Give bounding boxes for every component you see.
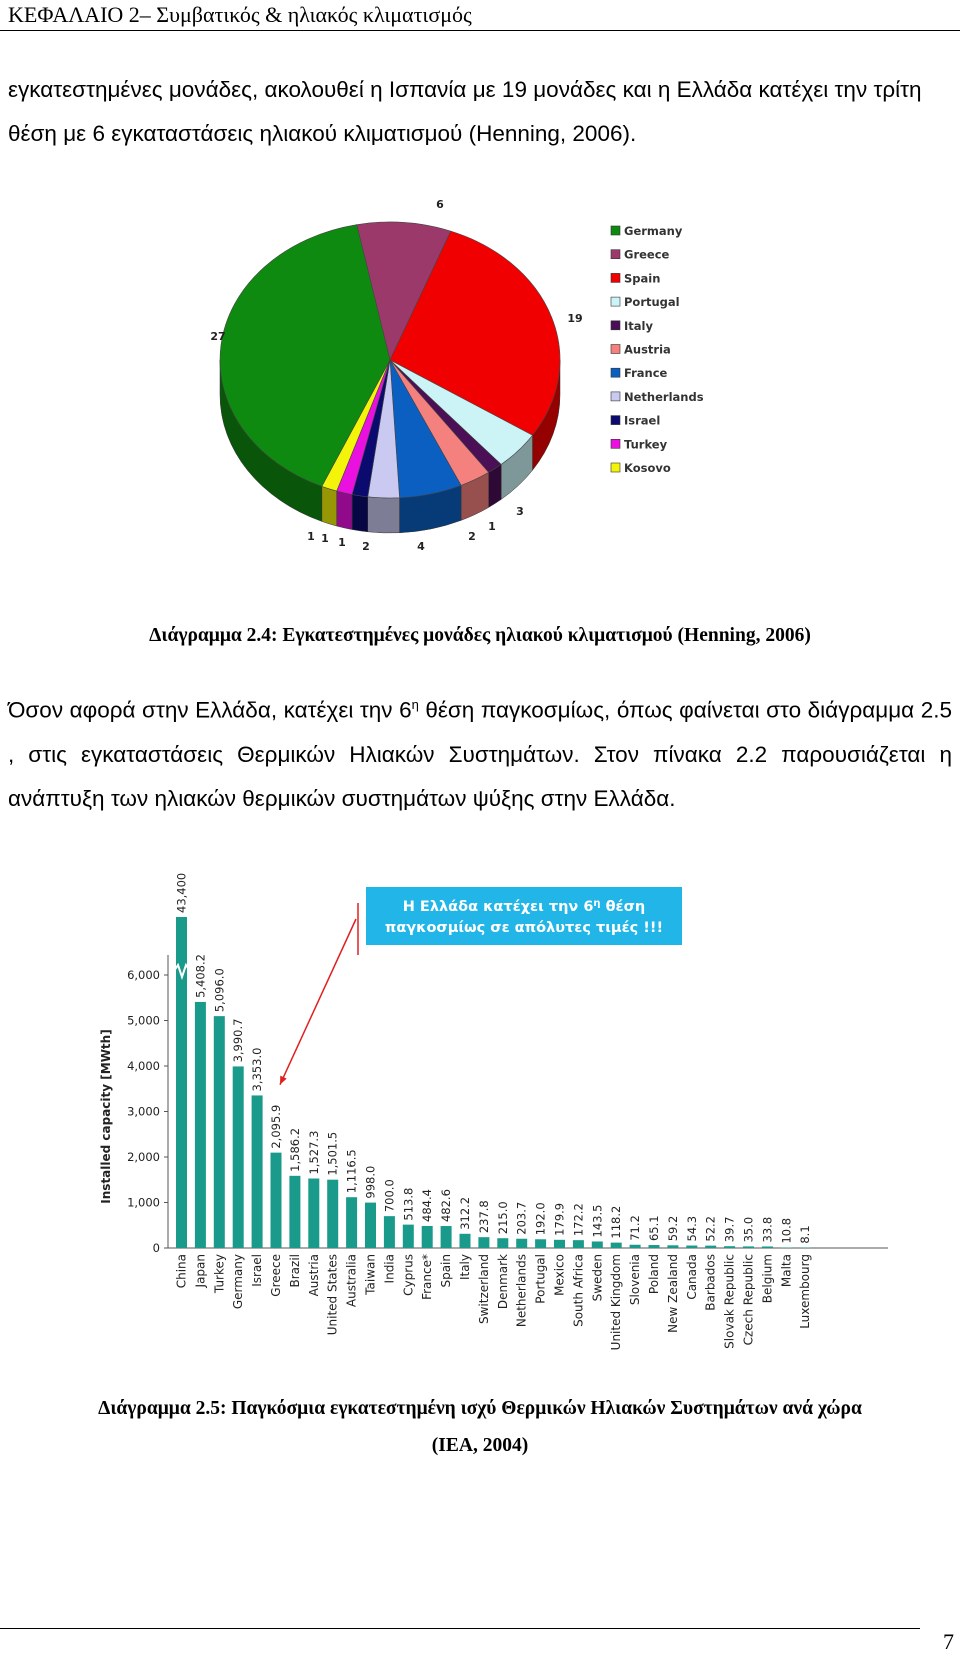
- page-number: 7: [943, 1629, 954, 1654]
- bar-category-label: Japan: [193, 1254, 208, 1288]
- bar-category-label: United States: [325, 1254, 340, 1336]
- bar-denmark: [497, 1238, 508, 1248]
- bar-value-label: 2,095.9: [269, 1104, 283, 1149]
- header-rule: [0, 30, 960, 31]
- legend-swatch-israel: [611, 416, 620, 425]
- pie-value-label-greece: 6: [436, 198, 444, 211]
- bar-italy: [460, 1234, 471, 1248]
- bar-israel: [252, 1095, 263, 1248]
- bar-netherlands: [516, 1239, 527, 1248]
- legend-label-austria: Austria: [624, 342, 671, 357]
- bar-category-label: Spain: [439, 1254, 454, 1288]
- y-tick-label: 0: [152, 1241, 160, 1255]
- legend-swatch-germany: [611, 226, 620, 235]
- legend-label-portugal: Portugal: [624, 295, 680, 310]
- bar-value-label: 33.8: [760, 1216, 775, 1243]
- bar-category-label: Barbados: [703, 1254, 718, 1311]
- bar-new-zealand: [667, 1245, 678, 1248]
- bar-value-label: 513.8: [401, 1187, 416, 1221]
- bar-brazil: [289, 1176, 300, 1248]
- bar-category-label: United Kingdom: [609, 1254, 624, 1351]
- bar-value-label: 143.5: [590, 1204, 605, 1238]
- bar-value-label: 215.0: [495, 1201, 510, 1235]
- bar-value-label: 700.0: [382, 1179, 397, 1213]
- bar-category-label: Australia: [344, 1254, 359, 1308]
- pie-value-label-italy: 1: [488, 520, 496, 533]
- bar-value-label: 3,353.0: [250, 1047, 265, 1092]
- caption-2-4: Διάγραμμα 2.4: Εγκατεστημένες μονάδες ηλιακού κλιματισμού (Henning, 2006): [149, 625, 811, 646]
- legend-label-netherlands: Netherlands: [624, 389, 704, 404]
- pie-value-label-spain: 19: [567, 312, 583, 325]
- paragraph-2-text-b: θέση παγκοσμίως, όπως φαίνεται στο διάγραμμα 2.5 , στις εγκαταστάσεις Θερμικών Ηλιακών Συστημάτων. Στον πίνακα 2.2 παρουσιάζεται η ανάπτυξη των ηλιακών θερμικών συστημάτων ψύξης στην Ελλάδα.: [8, 697, 952, 811]
- pie-wall-netherlands: [368, 497, 400, 533]
- annotation-arrow: [280, 919, 356, 1085]
- pie-value-label-turkey: 1: [321, 532, 329, 545]
- pie-value-label-kosovo: 1: [307, 530, 315, 543]
- bar-value-label: 484.4: [420, 1189, 435, 1222]
- y-tick-label: 5,000: [127, 1013, 160, 1028]
- annotation-box: [366, 887, 682, 945]
- bar-france-: [422, 1226, 433, 1248]
- paragraph-2-sup: η: [411, 697, 419, 712]
- pie-value-label-portugal: 3: [516, 505, 524, 518]
- legend-swatch-portugal: [611, 297, 620, 306]
- legend-swatch-france: [611, 368, 620, 377]
- annotation-line-1: Η Ελλάδα κατέχει την $6^\eta$ θέση: [402, 897, 646, 915]
- bar-category-label: Luxembourg: [798, 1254, 813, 1329]
- legend-swatch-greece: [611, 250, 620, 259]
- bar-category-label: Switzerland: [476, 1254, 491, 1324]
- bar-category-label: New Zealand: [665, 1254, 680, 1333]
- bar-value-label: 482.6: [439, 1189, 454, 1223]
- bar-value-label: 5,408.2: [193, 954, 208, 998]
- bar-united-kingdom: [611, 1243, 622, 1248]
- bar-value-label: 312.2: [458, 1196, 472, 1230]
- bar-category-label: Brazil: [287, 1254, 302, 1288]
- bar-value-label: 8.1: [798, 1225, 813, 1244]
- pie-value-label-austria: 2: [468, 530, 476, 543]
- bar-value-label: 39.7: [722, 1216, 737, 1243]
- bar-category-label: Sweden: [590, 1254, 605, 1302]
- bar-australia: [346, 1197, 357, 1248]
- bar-category-label: France*: [420, 1254, 435, 1300]
- bar-value-label: 237.8: [476, 1200, 491, 1234]
- bar-cyprus: [403, 1225, 414, 1248]
- bar-mexico: [554, 1240, 565, 1248]
- bar-portugal: [535, 1239, 546, 1248]
- bar-category-label: Netherlands: [514, 1254, 529, 1328]
- bar-category-label: Belgium: [760, 1254, 775, 1304]
- bar-category-label: Czech Republic: [741, 1254, 756, 1346]
- bar-turkey: [214, 1016, 225, 1248]
- footer-rule: [0, 1628, 920, 1629]
- bar-category-label: China: [174, 1254, 189, 1289]
- caption-2-5-line1: Διάγραμμα 2.5: Παγκόσμια εγκατεστημένη ισχύ Θερμικών Ηλιακών Συστημάτων ανά χώρα: [98, 1398, 862, 1419]
- bar-value-label: 1,501.5: [325, 1131, 340, 1176]
- bar-taiwan: [365, 1203, 376, 1248]
- bar-value-label: 5,096.0: [212, 968, 227, 1013]
- legend-label-israel: Israel: [624, 413, 661, 428]
- bar-south-africa: [573, 1240, 584, 1248]
- bar-value-label: 1,527.3: [306, 1130, 321, 1175]
- bar-value-label: 1,586.2: [287, 1127, 302, 1172]
- bar-category-label: Malta: [779, 1254, 794, 1288]
- paragraph-2: [8, 683, 952, 821]
- paragraph-1: εγκατεστημένες μονάδες, ακολουθεί η Ισπανία με 19 μονάδες και η Ελλάδα κατέχει την τρίτη θέση με 6 εγκαταστάσεις ηλιακού κλιματισμού (Henning, 2006).: [8, 77, 922, 146]
- y-tick-label: 3,000: [127, 1104, 160, 1119]
- bar-value-label: 179.9: [552, 1202, 567, 1236]
- legend-swatch-kosovo: [611, 463, 620, 472]
- y-tick-label: 1,000: [127, 1195, 160, 1210]
- y-axis-label: Installed capacity [MWth]: [99, 1029, 113, 1204]
- bar-category-label: Denmark: [495, 1254, 510, 1310]
- bar-category-label: India: [382, 1254, 397, 1284]
- bar-value-label: 54.3: [684, 1215, 699, 1242]
- y-tick-label: 2,000: [127, 1150, 160, 1164]
- bar-japan: [195, 1002, 206, 1248]
- legend-swatch-austria: [611, 345, 620, 354]
- pie-wall-kosovo: [322, 486, 337, 526]
- pie-wall-israel: [352, 495, 368, 532]
- legend-label-greece: Greece: [624, 247, 670, 262]
- bar-category-label: Turkey: [212, 1254, 227, 1294]
- bar-austria: [308, 1179, 319, 1248]
- bar-greece: [271, 1153, 282, 1248]
- legend-swatch-spain: [611, 273, 620, 282]
- bar-value-label: 35.0: [741, 1216, 756, 1243]
- bar-chart: [98, 872, 890, 1351]
- legend-label-italy: Italy: [624, 318, 653, 333]
- bar-category-label: Germany: [231, 1254, 246, 1310]
- legend-swatch-netherlands: [611, 392, 620, 401]
- bar-value-label: 43,400: [174, 872, 189, 913]
- bar-category-label: Taiwan: [363, 1254, 378, 1295]
- legend-label-germany: Germany: [624, 224, 683, 238]
- bar-category-label: Canada: [684, 1254, 699, 1300]
- bar-india: [384, 1216, 395, 1248]
- legend-label-france: France: [624, 366, 668, 381]
- bar-category-label: Austria: [306, 1254, 321, 1297]
- bar-category-label: Israel: [250, 1254, 265, 1287]
- legend-label-spain: Spain: [624, 271, 661, 286]
- bar-belgium: [762, 1246, 773, 1248]
- bar-value-label: 71.2: [628, 1215, 643, 1241]
- bar-value-label: 1,116.5: [344, 1149, 359, 1194]
- pie-wall-turkey: [337, 491, 352, 529]
- bar-value-label: 998.0: [363, 1165, 378, 1199]
- bar-poland: [649, 1245, 660, 1248]
- caption-2-5: [0, 1390, 960, 1464]
- bar-slovenia: [630, 1245, 641, 1248]
- legend-swatch-turkey: [611, 439, 620, 448]
- bar-category-label: Mexico: [552, 1254, 567, 1296]
- bar-czech-republic: [743, 1246, 754, 1248]
- bar-category-label: Italy: [458, 1254, 472, 1281]
- annotation-line-2: παγκοσμίως σε απόλυτες τιμές !!!: [384, 920, 664, 936]
- bar-value-label: 118.2: [609, 1205, 624, 1239]
- pie-value-label-netherlands: 2: [362, 540, 370, 553]
- bar-value-label: 59.2: [665, 1215, 680, 1242]
- legend-swatch-italy: [611, 321, 620, 330]
- bar-category-label: Poland: [647, 1254, 661, 1295]
- bar-value-label: 203.7: [514, 1201, 529, 1235]
- bar-sweden: [592, 1241, 603, 1248]
- bar-value-label: 192.0: [533, 1202, 548, 1236]
- bar-united-states: [327, 1180, 338, 1248]
- bar-value-label: 3,990.7: [231, 1018, 246, 1063]
- bar-germany: [233, 1066, 244, 1248]
- y-tick-label: 6,000: [127, 968, 160, 982]
- legend-label-kosovo: Kosovo: [624, 461, 671, 475]
- bar-barbados: [705, 1246, 716, 1248]
- caption-2-5-line2: (IEA, 2004): [431, 1435, 529, 1456]
- bar-category-label: South Africa: [571, 1254, 586, 1327]
- legend-label-turkey: Turkey: [624, 437, 668, 452]
- bar-value-label: 52.2: [703, 1216, 718, 1242]
- bar-category-label: Slovenia: [628, 1254, 643, 1306]
- pie-chart: [190, 190, 750, 610]
- pie-value-label-germany: 27: [210, 330, 226, 343]
- bar-value-label: 172.2: [571, 1203, 586, 1237]
- bar-canada: [686, 1246, 697, 1248]
- bar-value-label: 10.8: [779, 1217, 794, 1244]
- bar-category-label: Greece: [269, 1254, 283, 1297]
- bar-value-label: 65.1: [647, 1215, 661, 1242]
- paragraph-2-text-a: Όσον αφορά στην Ελλάδα, κατέχει την 6: [8, 697, 412, 723]
- bar-category-label: Slovak Republic: [722, 1254, 737, 1349]
- bar-spain: [441, 1226, 452, 1248]
- bar-switzerland: [478, 1237, 489, 1248]
- running-header: ΚΕΦΑΛΑΙΟ 2– Συμβατικός & ηλιακός κλιματισμός: [8, 2, 472, 27]
- bar-slovak-republic: [724, 1246, 735, 1248]
- y-tick-label: 4,000: [127, 1059, 160, 1073]
- pie-value-label-france: 4: [417, 540, 425, 553]
- bar-category-label: Cyprus: [401, 1254, 416, 1296]
- pie-value-label-israel: 1: [338, 536, 346, 549]
- bar-category-label: Portugal: [533, 1254, 548, 1304]
